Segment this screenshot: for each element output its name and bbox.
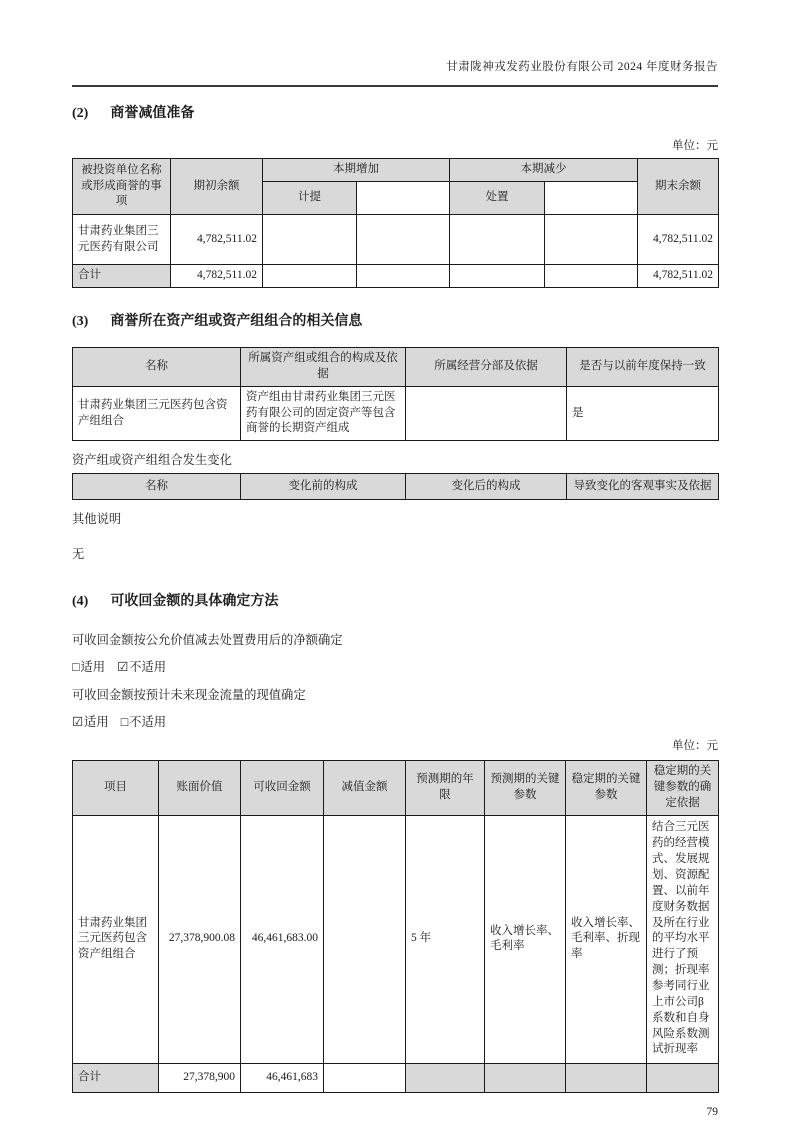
cell-total-accrual (263, 265, 357, 288)
cell-recoverable-amount: 46,461,683.00 (241, 815, 324, 1063)
col-header-segment: 所属经营分部及依据 (406, 348, 567, 387)
col-header-closing-balance: 期末余额 (638, 159, 719, 215)
section-4-heading (72, 590, 718, 610)
checkbox-checked-icon: ☑ (117, 660, 129, 675)
table-header-row (73, 761, 719, 816)
checkbox-label: 不适用 (129, 660, 167, 675)
checkbox-option-apply (72, 715, 109, 729)
report-header (72, 0, 718, 87)
col-header-forecast-params: 预测期的关键参数 (485, 761, 566, 816)
section-4-title: 可收回金额的具体确定方法 (110, 594, 279, 610)
checkbox-unchecked-icon: □ (72, 660, 80, 675)
col-header-before: 变化前的构成 (241, 474, 406, 500)
checkbox-label: 适用 (84, 715, 109, 730)
cell-total-increase-other (357, 265, 450, 288)
cell-composition: 资产组由甘肃药业集团三元医药有限公司的固定资产等包含商誉的长期资产组成 (241, 386, 406, 441)
col-header-composition: 所属资产组或组合的构成及依据 (241, 348, 406, 387)
method-fair-value-desc: 可收回金额按公允价值减去处置费用后的净额确定 (72, 633, 343, 648)
section-3-title: 商誉所在资产组或资产组组合的相关信息 (110, 314, 363, 329)
cell-item: 甘肃药业集团三元医药包含资产组组合 (73, 815, 159, 1063)
asset-group-info-table (72, 347, 719, 441)
checkbox-checked-icon: ☑ (72, 715, 84, 730)
method-fair-value-options (72, 657, 718, 675)
cell-total-label: 合计 (73, 265, 171, 288)
col-header-forecast-period: 预测期的年限 (406, 761, 485, 816)
subcol-header-blank-decrease (545, 182, 638, 215)
cell-consistent: 是 (567, 386, 719, 441)
recoverable-amount-table (72, 760, 719, 1093)
col-header-decrease: 本期减少 (450, 159, 638, 182)
checkbox-option-not-apply (121, 715, 166, 729)
col-header-opening-balance: 期初余额 (171, 159, 263, 215)
col-header-name: 名称 (73, 474, 241, 500)
cell-total-label: 合计 (73, 1063, 159, 1092)
table-header-row (73, 348, 719, 387)
col-header-carrying-value: 账面价值 (159, 761, 241, 816)
cell-total-period (406, 1063, 485, 1092)
section-2-title: 商誉减值准备 (110, 106, 195, 121)
table-row-asset-group (73, 386, 719, 441)
cell-total-opening: 4,782,511.02 (171, 265, 263, 288)
cell-stable-params: 收入增长率、毛利率、折现率 (566, 815, 647, 1063)
cell-increase-other (357, 215, 450, 265)
subcol-header-blank-increase (357, 182, 450, 215)
col-header-recoverable-amount: 可收回金额 (241, 761, 324, 816)
col-header-item: 项目 (73, 761, 159, 816)
cell-total-impairment (324, 1063, 406, 1092)
cell-disposal (450, 215, 545, 265)
cell-total-closing: 4,782,511.02 (638, 265, 719, 288)
goodwill-impairment-table (72, 158, 719, 288)
section-2-heading (72, 102, 718, 122)
col-header-after: 变化后的构成 (406, 474, 567, 500)
cell-total-decrease-other (545, 265, 638, 288)
table-header-row (73, 159, 719, 182)
cell-opening-balance: 4,782,511.02 (171, 215, 263, 265)
cell-carrying-value: 27,378,900.08 (159, 815, 241, 1063)
cell-investee-name: 甘肃药业集团三元医药有限公司 (73, 215, 171, 265)
table-row-investee (73, 215, 719, 265)
cell-total-stable-params (566, 1063, 647, 1092)
cell-asset-group-name: 甘肃药业集团三元医药包含资产组组合 (73, 386, 241, 441)
checkbox-option-apply (72, 660, 105, 674)
table-row-total (73, 265, 719, 288)
cell-closing-balance: 4,782,511.02 (638, 215, 719, 265)
method-present-value-desc: 可收回金额按预计未来现金流量的现值确定 (72, 688, 306, 703)
col-header-impairment-amount: 减值金额 (324, 761, 406, 816)
col-header-increase: 本期增加 (263, 159, 450, 182)
section-2-number: (2) (72, 106, 89, 121)
cell-total-disposal (450, 265, 545, 288)
cell-total-carrying: 27,378,900 (159, 1063, 241, 1092)
col-header-basis: 稳定期的关键参数的确定依据 (647, 761, 719, 816)
cell-basis: 结合三元医药的经营模式、发展规划、资源配置、以前年度财务数据及所在行业的平均水平进行了预测；折现率参考同行业上市公司β系数和自身风险系数测试折现率 (647, 815, 719, 1063)
col-header-reason: 导致变化的客观事实及依据 (567, 474, 719, 500)
checkbox-label: 不适用 (129, 715, 167, 730)
cell-forecast-params: 收入增长率、毛利率 (485, 815, 566, 1063)
cell-forecast-period: 5 年 (406, 815, 485, 1063)
cell-impairment-amount (324, 815, 406, 1063)
checkbox-option-not-apply (117, 660, 166, 674)
other-note-value: 无 (72, 547, 85, 562)
checkbox-unchecked-icon: □ (120, 715, 129, 730)
cell-accrual (263, 215, 357, 265)
page-content (72, 0, 718, 1118)
unit-label-2: 单位：元 (672, 740, 718, 753)
section-3-number: (3) (72, 314, 89, 329)
table-row-total (73, 1063, 719, 1092)
col-header-consistent: 是否与以前年度保持一致 (567, 348, 719, 387)
table-row-asset-group (73, 815, 719, 1063)
asset-group-change-table (72, 473, 719, 500)
col-header-stable-params: 稳定期的关键参数 (566, 761, 647, 816)
unit-label-1: 单位：元 (672, 140, 718, 152)
cell-total-basis (647, 1063, 719, 1092)
col-header-investee: 被投资单位名称或形成商誉的事项 (73, 159, 171, 215)
table-header-row (73, 474, 719, 500)
cell-segment (406, 386, 567, 441)
col-header-name: 名称 (73, 348, 241, 387)
cell-total-forecast-params (485, 1063, 566, 1092)
subcol-header-disposal: 处置 (450, 182, 545, 215)
subcol-header-accrual: 计提 (263, 182, 357, 215)
checkbox-label: 适用 (80, 660, 106, 675)
section-4-number: (4) (72, 594, 89, 610)
section-3-heading (72, 310, 718, 330)
other-note-label: 其他说明 (72, 512, 122, 527)
report-title: 甘肃陇神戎发药业股份有限公司 2024 年度财务报告 (446, 61, 718, 73)
cell-decrease-other (545, 215, 638, 265)
page-number: 79 (706, 1105, 718, 1118)
method-present-value-options (72, 712, 718, 730)
change-note: 资产组或资产组组合发生变化 (72, 453, 232, 468)
cell-total-recoverable: 46,461,683 (241, 1063, 324, 1092)
